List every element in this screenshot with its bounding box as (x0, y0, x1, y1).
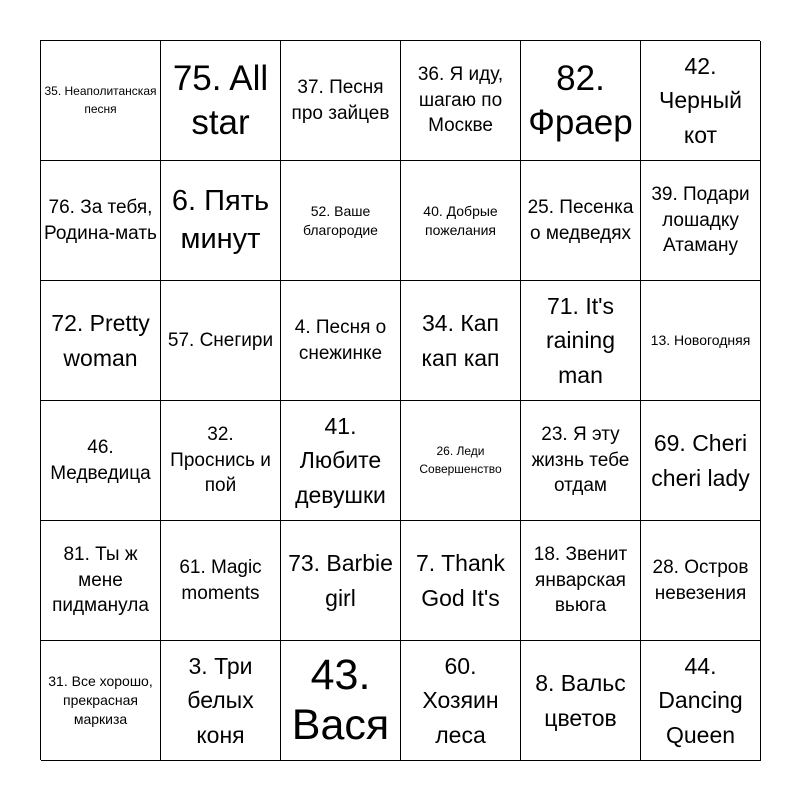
cell-text: 7. Thank God It's (415, 550, 506, 611)
bingo-cell[interactable] (641, 281, 761, 401)
bingo-board (40, 40, 760, 760)
bingo-cell[interactable] (281, 401, 401, 521)
bingo-cell[interactable] (41, 401, 161, 521)
bingo-cell[interactable] (281, 281, 401, 401)
cell-text: 34. Кап кап кап (421, 310, 500, 371)
cell-text: 4. Песня о снежинке (294, 316, 387, 364)
bingo-cell[interactable] (161, 401, 281, 521)
bingo-cell[interactable] (401, 521, 521, 641)
bingo-cell[interactable] (641, 641, 761, 761)
bingo-cell[interactable] (161, 521, 281, 641)
cell-text: 26. Леди Совершенство (419, 444, 502, 476)
bingo-cell[interactable] (401, 401, 521, 521)
cell-text: 73. Barbie girl (288, 550, 393, 611)
bingo-cell[interactable] (641, 401, 761, 521)
cell-text: 40. Добрые пожелания (423, 202, 498, 238)
bingo-cell[interactable] (641, 521, 761, 641)
bingo-cell[interactable] (161, 161, 281, 281)
bingo-cell[interactable] (401, 281, 521, 401)
cell-text: 28. Остров невезения (652, 556, 749, 604)
bingo-cell[interactable] (281, 641, 401, 761)
bingo-cell[interactable] (281, 521, 401, 641)
cell-text: 31. Все хорошо, прекрасная маркиза (48, 673, 153, 727)
cell-text: 42. Черный кот (659, 52, 742, 148)
bingo-cell[interactable] (41, 41, 161, 161)
bingo-cell[interactable] (41, 161, 161, 281)
cell-text: 3. Три белых коня (187, 652, 254, 748)
cell-text: 61. Magic moments (179, 556, 262, 604)
cell-text: 37. Песня про зайцев (291, 76, 390, 124)
cell-text: 76. За тебя, Родина-мать (44, 196, 157, 244)
bingo-cell[interactable] (401, 641, 521, 761)
cell-text: 43. Вася (291, 651, 390, 749)
bingo-cell[interactable] (41, 521, 161, 641)
cell-text: 72. Pretty woman (51, 310, 150, 371)
cell-text: 18. Звенит январская вьюга (533, 544, 628, 617)
cell-text: 82. Фраер (528, 58, 633, 142)
cell-text: 46. Медведица (50, 436, 151, 484)
bingo-cell[interactable] (161, 641, 281, 761)
bingo-cell[interactable] (41, 281, 161, 401)
bingo-cell[interactable] (161, 41, 281, 161)
bingo-cell[interactable] (401, 41, 521, 161)
cell-text: 52. Ваше благородие (303, 202, 378, 238)
bingo-cell[interactable] (521, 521, 641, 641)
cell-text: 44. Dancing Queen (658, 652, 743, 748)
cell-text: 57. Снегири (167, 329, 274, 351)
cell-text: 75. All star (172, 58, 269, 142)
cell-text: 60. Хозяин леса (422, 652, 499, 748)
cell-text: 25. Песенка о медведях (527, 196, 634, 244)
bingo-cell[interactable] (521, 641, 641, 761)
cell-text: 23. Я эту жизнь тебе отдам (531, 424, 630, 497)
bingo-cell[interactable] (161, 281, 281, 401)
bingo-cell[interactable] (521, 161, 641, 281)
cell-text: 32. Проснись и пой (170, 424, 271, 497)
bingo-cell[interactable] (41, 641, 161, 761)
bingo-cell[interactable] (281, 161, 401, 281)
cell-text: 71. It's raining man (545, 292, 616, 388)
bingo-cell[interactable] (521, 401, 641, 521)
cell-text: 39. Подари лошадку Атаману (651, 184, 750, 257)
cell-text: 36. Я иду, шагаю по Москве (417, 64, 504, 137)
cell-text: 8. Вальс цветов (535, 670, 626, 731)
cell-text: 69. Cheri cheri lady (651, 430, 750, 491)
cell-text: 41. Любите девушки (295, 412, 386, 508)
cell-text: 6. Пять минут (171, 184, 270, 255)
bingo-cell[interactable] (641, 41, 761, 161)
bingo-cell[interactable] (521, 281, 641, 401)
cell-text: 81. Ты ж мене пидманула (52, 544, 149, 617)
cell-text: 13. Новогодняя (650, 332, 751, 349)
bingo-cell[interactable] (521, 41, 641, 161)
bingo-cell[interactable] (401, 161, 521, 281)
bingo-cell[interactable] (281, 41, 401, 161)
cell-text: 35. Неаполитанская песня (44, 84, 157, 116)
bingo-cell[interactable] (641, 161, 761, 281)
